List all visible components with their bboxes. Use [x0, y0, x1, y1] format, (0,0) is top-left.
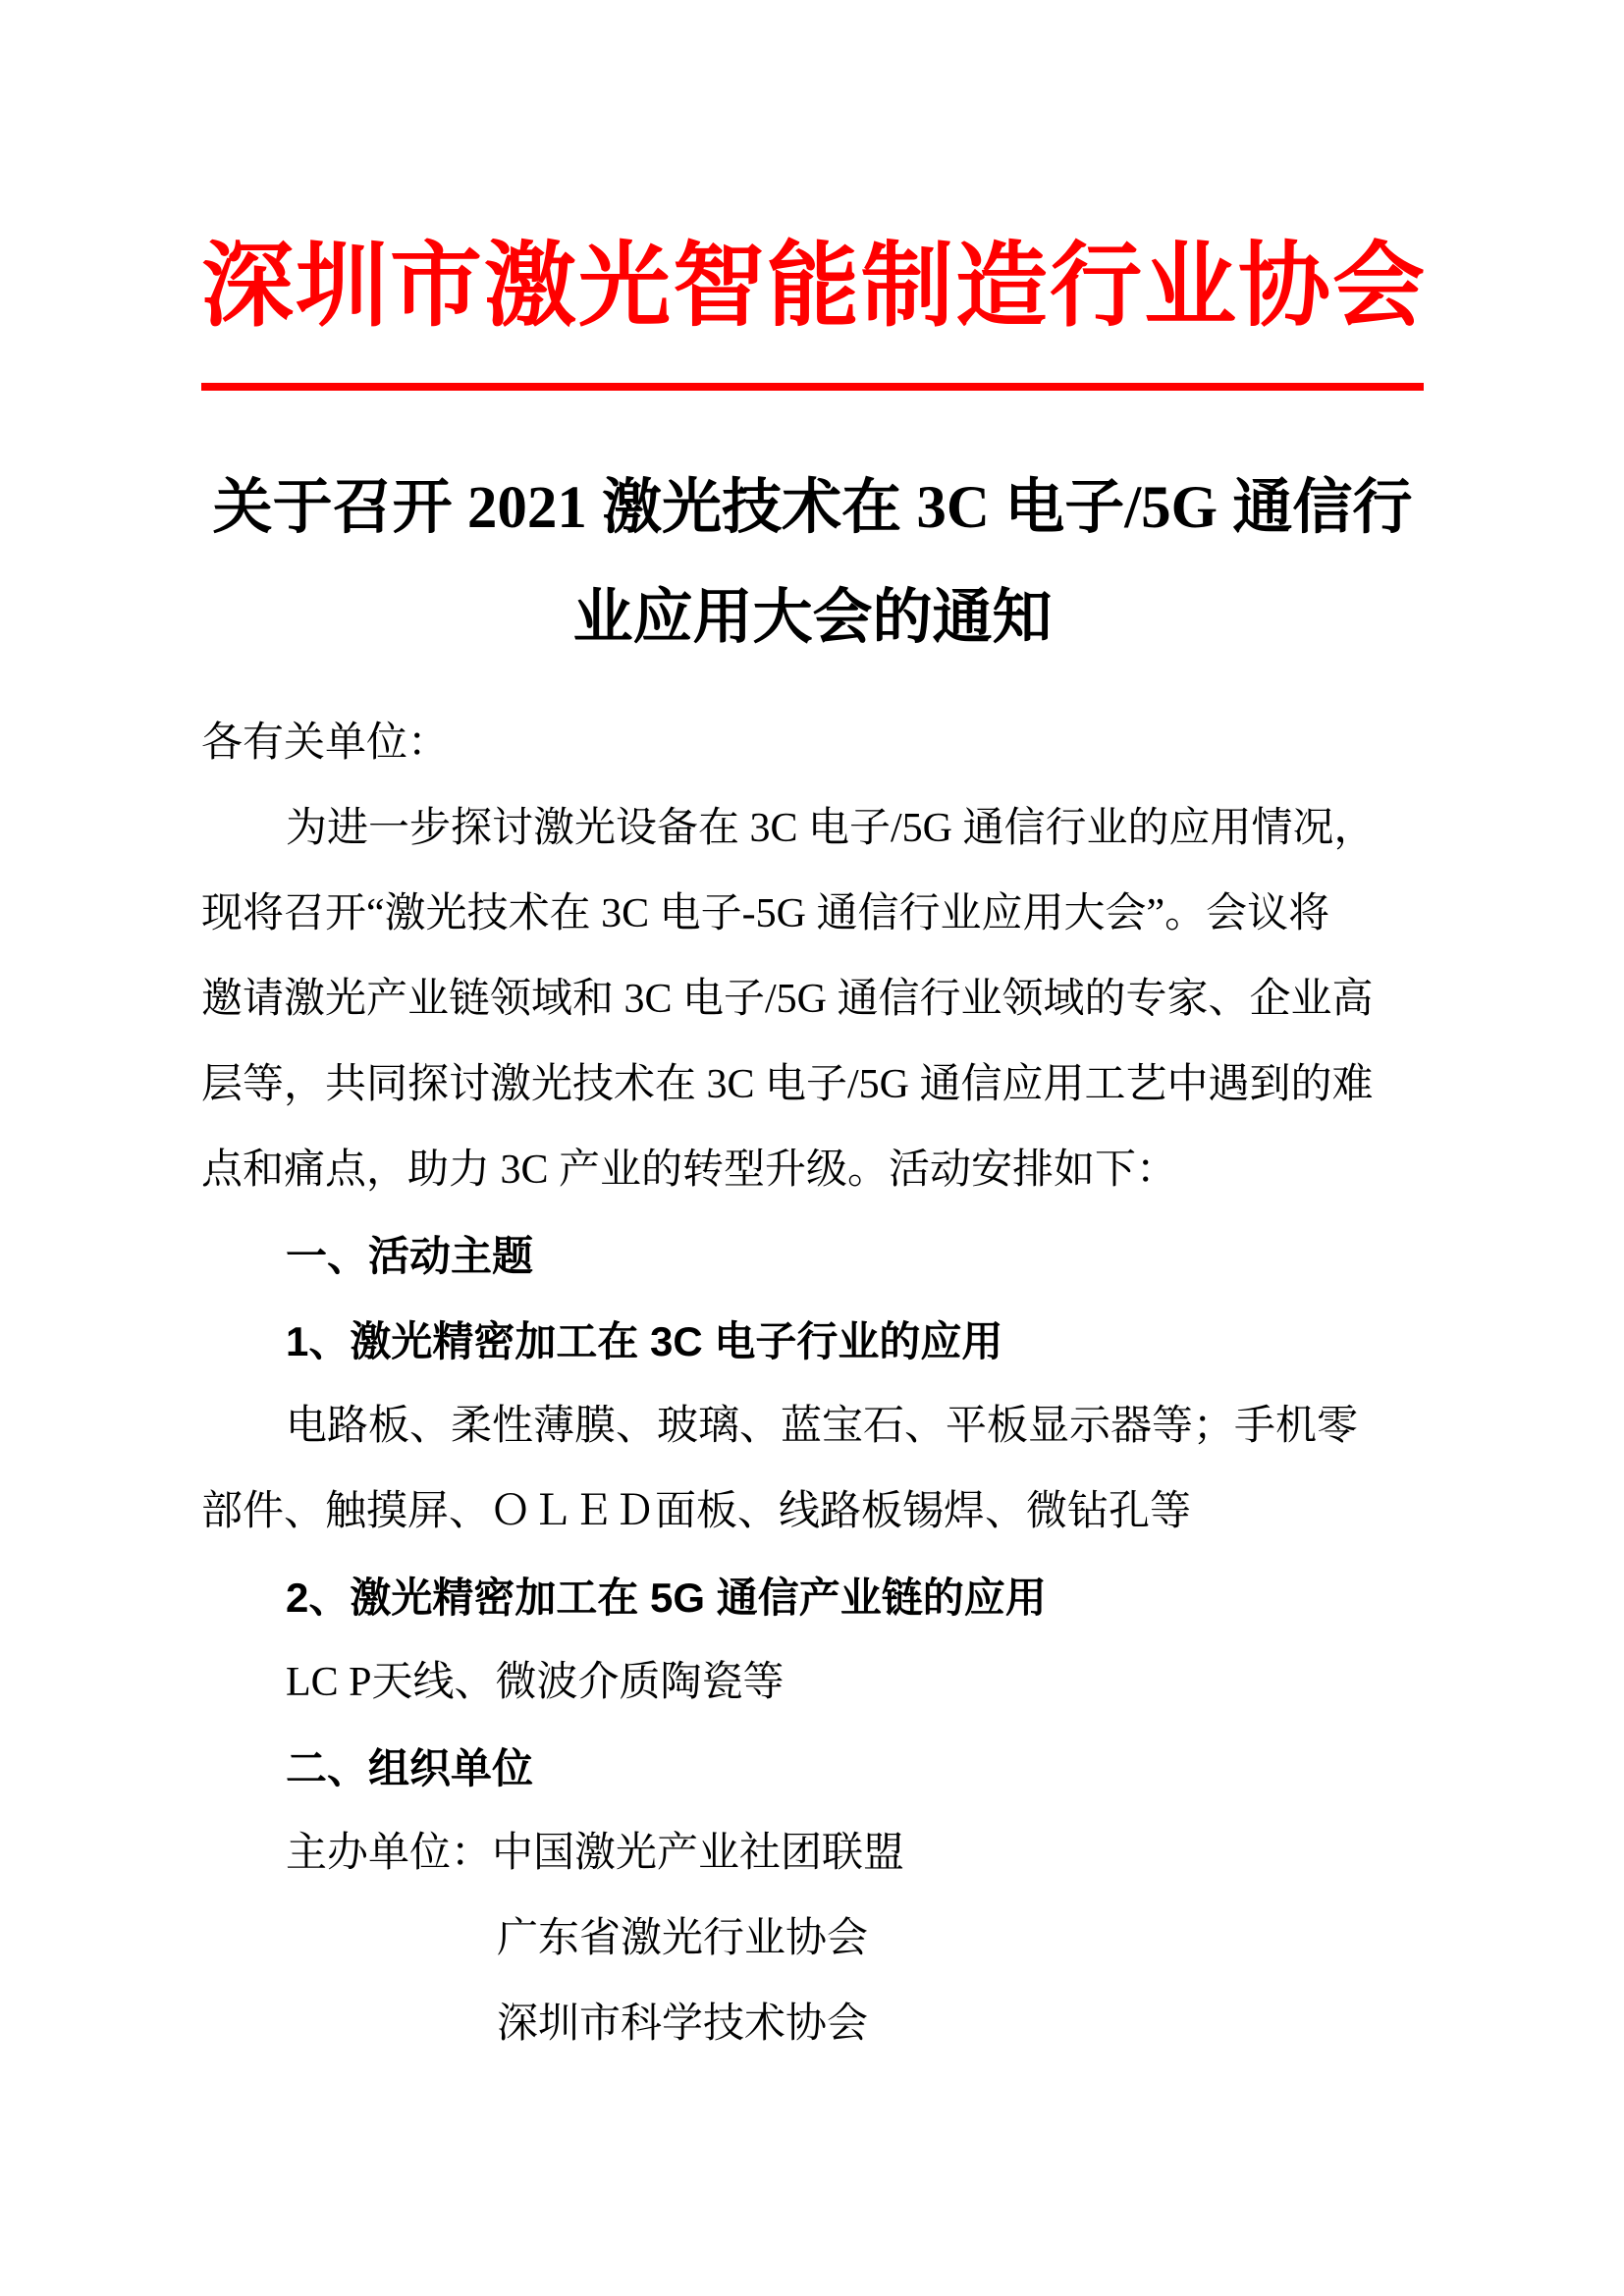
body-line: 邀请激光产业链领域和 3C 电子/5G 通信行业领域的专家、企业高: [201, 977, 1374, 1022]
doc-title: [201, 454, 1424, 673]
section-heading: 一、活动主题: [286, 1233, 534, 1279]
org-name: 深圳市激光智能制造行业协会: [201, 234, 1428, 337]
body-line: 点和痛点，助力 3C 产业的转型升级。活动安排如下：: [201, 1148, 1178, 1193]
body-line: 深圳市科学技术协会: [497, 2002, 869, 2047]
section-heading: 二、组织单位: [286, 1745, 534, 1791]
body-line: 主办单位：中国激光产业社团联盟: [286, 1831, 905, 1876]
section-heading: 2、激光精密加工在 5G 通信产业链的应用: [286, 1575, 1047, 1621]
red-divider: [201, 383, 1424, 391]
section-heading: 1、激光精密加工在 3C 电子行业的应用: [286, 1318, 1003, 1364]
body-line: 为进一步探讨激光设备在 3C 电子/5G 通信行业的应用情况，: [286, 806, 1376, 851]
letterhead: [201, 234, 1428, 337]
document-body: [201, 701, 1424, 2067]
salutation: 各有关单位：: [201, 721, 450, 766]
title-line-2: 业应用大会的通知: [572, 585, 1053, 651]
content-area: [201, 0, 1428, 2067]
body-line: 电路板、柔性薄膜、玻璃、蓝宝石、平板显示器等；手机零: [286, 1404, 1359, 1449]
body-line: 层等，共同探讨激光技术在 3C 电子/5G 通信应用工艺中遇到的难: [201, 1062, 1374, 1107]
body-lines: [201, 786, 1424, 2067]
body-line: 广东省激光行业协会: [497, 1916, 869, 1961]
body-line: 部件、触摸屏、ＯＬＥＤ面板、线路板锡焊、微钻孔等: [201, 1489, 1192, 1534]
body-line: 现将召开“激光技术在 3C 电子-5G 通信行业应用大会”。会议将: [201, 891, 1330, 936]
body-line: LC P天线、微波介质陶瓷等: [286, 1660, 785, 1705]
title-line-1: 关于召开 2021 激光技术在 3C 电子/5G 通信行: [212, 475, 1413, 541]
